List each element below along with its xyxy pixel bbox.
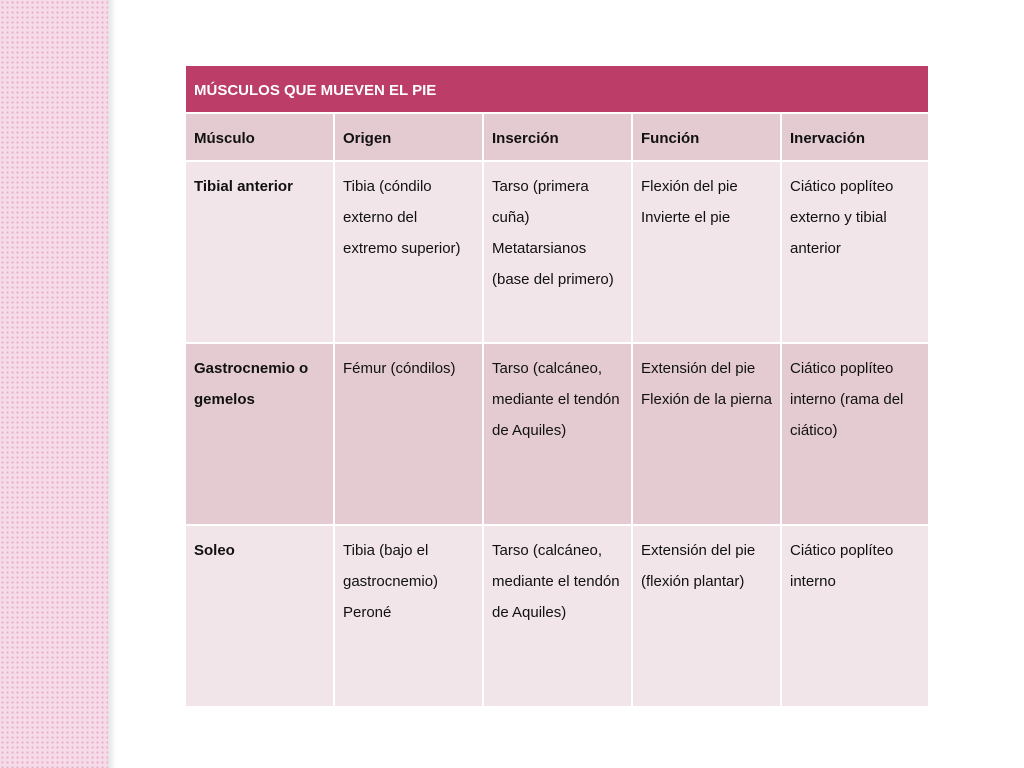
cell-origen: Tibia (cóndilo externo del extremo superior): [334, 161, 483, 343]
muscles-table: [184, 64, 930, 708]
cell-insercion: Tarso (primera cuña) Metatarsianos (base del primero): [483, 161, 632, 343]
table-row: [185, 525, 929, 707]
cell-funcion: Flexión del pie Invierte el pie: [632, 161, 781, 343]
column-header-musculo: Músculo: [185, 113, 334, 161]
cell-funcion: Extensión del pie Flexión de la pierna: [632, 343, 781, 525]
cell-musculo: Gastrocnemio o gemelos: [185, 343, 334, 525]
table-row: [185, 343, 929, 525]
cell-insercion: Tarso (calcáneo, mediante el tendón de Aquiles): [483, 343, 632, 525]
cell-origen: Fémur (cóndilos): [334, 343, 483, 525]
cell-musculo: Tibial anterior: [185, 161, 334, 343]
table-row: [185, 161, 929, 343]
decorative-side-pattern: [0, 0, 108, 768]
table-header-row: [185, 113, 929, 161]
table-title: MÚSCULOS QUE MUEVEN EL PIE: [185, 65, 929, 113]
cell-inervacion: Ciático poplíteo interno: [781, 525, 929, 707]
column-header-origen: Origen: [334, 113, 483, 161]
cell-funcion: Extensión del pie (flexión plantar): [632, 525, 781, 707]
table-title-row: [185, 65, 929, 113]
cell-insercion: Tarso (calcáneo, mediante el tendón de Aquiles): [483, 525, 632, 707]
decorative-side-shadow: [108, 0, 116, 768]
column-header-funcion: Función: [632, 113, 781, 161]
column-header-insercion: Inserción: [483, 113, 632, 161]
column-header-inervacion: Inervación: [781, 113, 929, 161]
cell-musculo: Soleo: [185, 525, 334, 707]
cell-origen: Tibia (bajo el gastrocnemio) Peroné: [334, 525, 483, 707]
cell-inervacion: Ciático poplíteo externo y tibial anterior: [781, 161, 929, 343]
cell-inervacion: Ciático poplíteo interno (rama del ciático): [781, 343, 929, 525]
